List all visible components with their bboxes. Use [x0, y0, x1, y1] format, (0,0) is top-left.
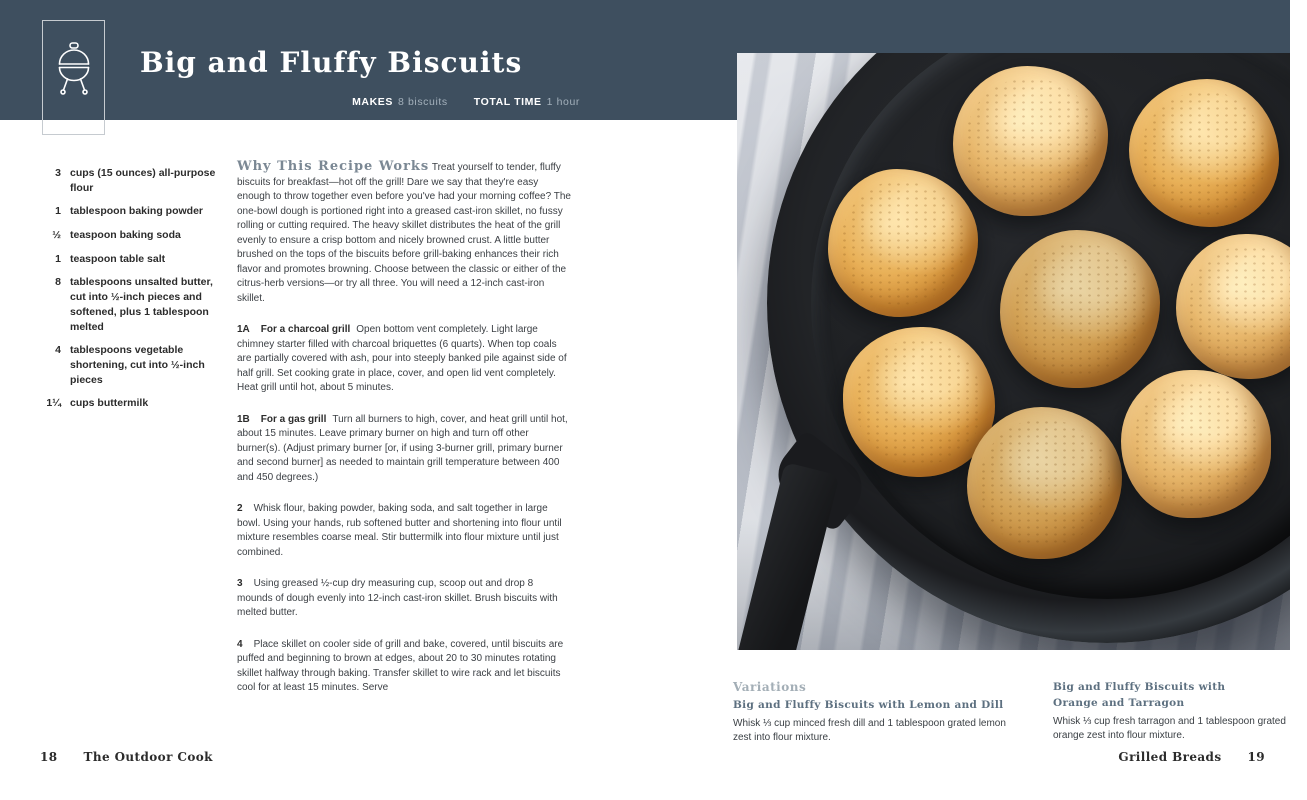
step-1b: [237, 413, 571, 486]
step-3: [237, 577, 571, 621]
step-number: 1B: [237, 413, 250, 425]
ingredient-row: [33, 396, 223, 411]
ingredient-qty: 8: [55, 276, 61, 289]
step-number: 3: [237, 578, 243, 589]
step-number: 4: [237, 638, 243, 650]
ingredient-text: tablespoons vegetable shortening, cut into ½-inch pieces: [70, 344, 205, 386]
biscuit: [1121, 370, 1271, 518]
step-text: Using greased ½-cup dry measuring cup, scoop out and drop 8 mounds of dough evenly into 12-inch cast-iron skillet. Brush biscuits with melted butter.: [237, 578, 558, 618]
ingredient-qty: 1: [55, 252, 61, 265]
variations-label: Variations: [733, 680, 807, 694]
total-time-value: 1 hour: [546, 96, 580, 108]
total-time-label: TOTAL TIME: [473, 96, 542, 108]
step-text: Open bottom vent completely. Light large chimney starter filled with charcoal briquettes (6 quarts). When top coals are partially covered with ash, pour into steeply banked pile against side of half grill. Set cooking grate in place, cover, and open lid vent completely. Heat grill until hot, about 5 minutes.: [237, 324, 567, 393]
variation-title: Big and Fluffy Biscuits with Orange and Tarragon: [1053, 681, 1226, 709]
ingredient-text: tablespoons unsalted butter, cut into ½-inch pieces and softened, plus 1 tablespoon melted: [70, 276, 213, 333]
ingredient-row: [33, 204, 223, 219]
ingredient-qty: 1: [55, 205, 61, 218]
ingredient-qty: 4: [55, 344, 61, 357]
ingredients-list: [33, 166, 223, 420]
page-number-right: 19: [1247, 750, 1265, 764]
recipe-body: [237, 160, 571, 713]
footer-right: [1118, 750, 1265, 764]
ingredient-row: [33, 343, 223, 387]
variations-section: [733, 680, 1290, 746]
ingredient-text: cups (15 ounces) all-purpose flour: [70, 167, 216, 194]
variation-text: Whisk ⅓ cup minced fresh dill and 1 tablespoon grated lemon zest into flour mixture.: [733, 717, 1006, 744]
variation-title: Big and Fluffy Biscuits with Lemon and Dill: [733, 699, 1004, 711]
ingredient-text: teaspoon table salt: [70, 252, 166, 265]
step-2: [237, 502, 571, 560]
ingredient-qty: ½: [52, 229, 61, 242]
footer-left: [40, 750, 213, 764]
ingredient-text: teaspoon baking soda: [70, 229, 181, 242]
ingredient-row: [33, 166, 223, 195]
recipe-meta: [280, 96, 580, 108]
why-heading: Why This Recipe Works: [237, 159, 430, 174]
ingredient-text: cups buttermilk: [70, 397, 149, 410]
makes-value: 8 biscuits: [398, 96, 448, 108]
why-body: Treat yourself to tender, fluffy biscuits for breakfast—hot off the grill! Dare we say that they're easy enough to throw together even before you've had your morning coffee? The one-bowl dough is portioned right into a greased cast-iron skillet, no fussy rolling or cutting required. The heavy skillet distributes the heat of the grill evenly to ensure a crisp bottom and nicely browned crust. A little butter brushed on the tops of the biscuits before grill-baking enhances their rich flavor and promotes browning. Choose between the classic or either of the citrus-herb versions—or try all three. You will need a 12-inch cast-iron skillet.: [237, 162, 571, 304]
recipe-title: Big and Fluffy Biscuits: [140, 46, 523, 79]
variation-column: [733, 680, 1009, 746]
step-number: 1A: [237, 324, 250, 335]
step-label: For a charcoal grill: [260, 324, 351, 335]
step-text: Turn all burners to high, cover, and heat grill until hot, about 15 minutes. Leave primary burner on high and turn off other burner(s). (Adjust primary burner [or, if using 3-burner grill, primary burner and second burner] as needed to maintain grill temperature between 400 and 450 degrees.): [237, 413, 568, 483]
chapter-icon-box: [42, 20, 105, 135]
why-this-recipe-works: [237, 160, 571, 306]
kettle-grill-icon: [52, 40, 96, 98]
ingredient-text: tablespoon baking powder: [70, 205, 204, 218]
step-4: [237, 638, 571, 696]
step-text: Place skillet on cooler side of grill and bake, covered, until biscuits are puffed and beginning to brown at edges, about 20 to 30 minutes rotating skillet halfway through baking. Transfer skillet to wire rack and let biscuits cool for at least 15 minutes. Serve: [237, 638, 564, 693]
page-number-left: 18: [40, 750, 58, 764]
step-label: For a gas grill: [260, 413, 327, 425]
ingredient-qty: 1¼: [46, 397, 61, 410]
step-text: Whisk flour, baking powder, baking soda, and salt together in large bowl. Using your hands, rub softened butter and shortening into flour until mixture resembles coarse meal. Stir buttermilk into flour mixture until just combined.: [237, 503, 562, 558]
step-number: 2: [237, 503, 243, 514]
book-title: The Outdoor Cook: [83, 750, 213, 764]
chapter-title: Grilled Breads: [1118, 750, 1222, 764]
ingredient-row: [33, 252, 223, 267]
makes-label: MAKES: [352, 96, 393, 108]
ingredient-qty: 3: [55, 167, 61, 179]
step-1a: [237, 323, 571, 396]
variation-text: Whisk ⅓ cup fresh tarragon and 1 tablespoon grated orange zest into flour mixture.: [1053, 715, 1286, 741]
header-band-right: [737, 0, 1290, 53]
recipe-photo: [737, 53, 1290, 650]
skillet-handle: [737, 462, 840, 650]
ingredient-row: [33, 228, 223, 243]
variation-column: [1053, 680, 1289, 746]
ingredient-row: [33, 275, 223, 334]
